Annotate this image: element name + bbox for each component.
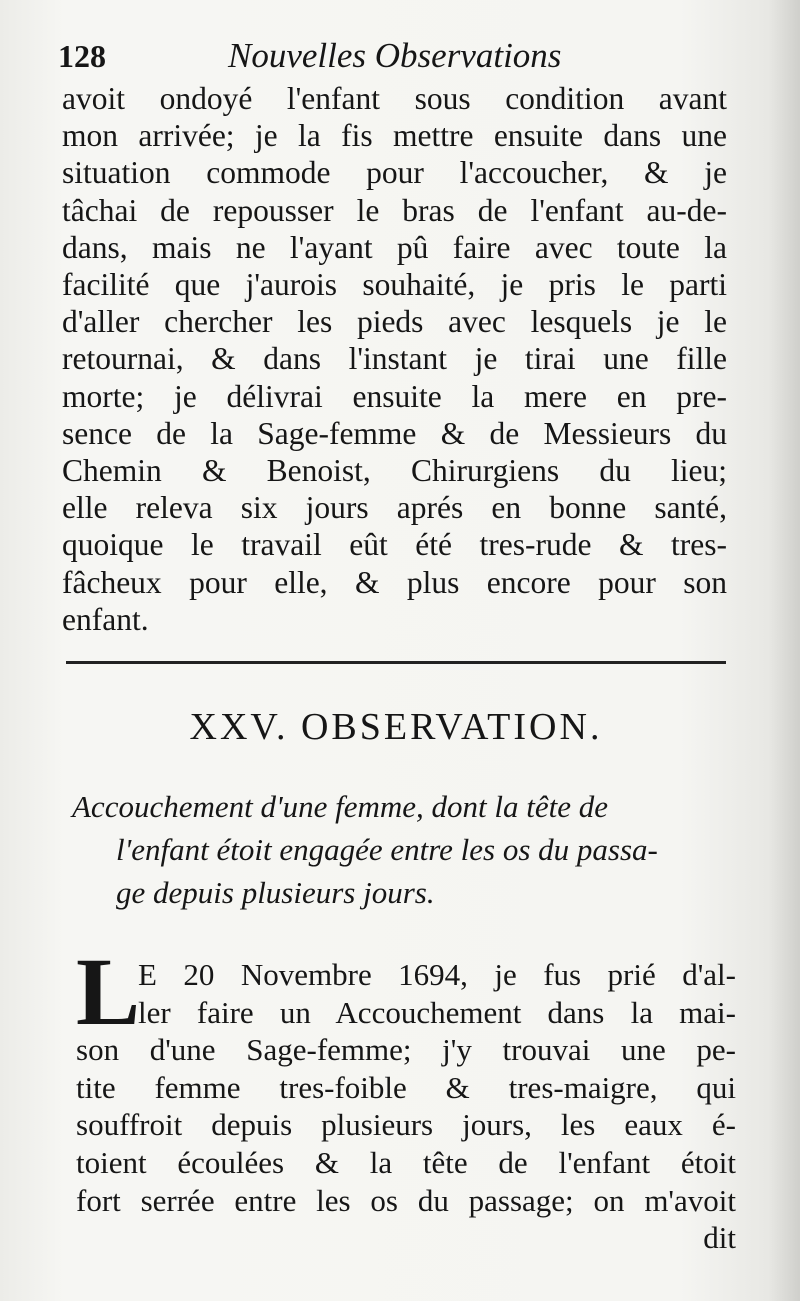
- text-line: situation commode pour l'accoucher, & je: [62, 155, 727, 191]
- running-head: Nouvelles Observations: [228, 36, 562, 75]
- text-line: tite femme tres-foible & tres-maigre, qui: [76, 1069, 736, 1105]
- catchword: dit: [703, 1220, 736, 1256]
- text-line: ler faire un Accouchement dans la mai-: [138, 994, 736, 1030]
- subtitle-line: l'enfant étoit engagée entre les os du passa-: [116, 832, 658, 867]
- text-line: tâchai de repousser le bras de l'enfant au-de-: [62, 192, 727, 228]
- text-line: facilité que j'aurois souhaité, je pris le parti: [62, 267, 727, 303]
- observation-paragraph: [76, 956, 736, 1257]
- text-line: mon arrivée; je la fis mettre ensuite dans une: [62, 118, 727, 154]
- observation-title: XXV. OBSERVATION.: [189, 706, 603, 748]
- text-line: fâcheux pour elle, & plus encore pour son: [62, 564, 727, 600]
- text-line: elle releva six jours aprés en bonne santé,: [62, 490, 727, 526]
- text-line: quoique le travail eût été tres-rude & tres-: [62, 527, 727, 563]
- section-divider: [66, 661, 726, 664]
- text-line: souffroit depuis plusieurs jours, les eaux é-: [76, 1107, 736, 1143]
- page-header: [58, 34, 738, 84]
- text-line: d'aller chercher les pieds avec lesquels je le: [62, 304, 727, 340]
- text-line: fort serrée entre les os du passage; on m'avoit: [76, 1182, 736, 1218]
- text-line: E 20 Novembre 1694, je fus prié d'al-: [138, 957, 736, 992]
- page-number: 128: [58, 38, 106, 74]
- text-line: morte; je délivrai ensuite la mere en pre-: [62, 378, 727, 414]
- subtitle-line: Accouchement d'une femme, dont la tête de: [72, 789, 609, 824]
- text-line: avoit ondoyé l'enfant sous condition avant: [62, 81, 727, 116]
- text-line: son d'une Sage-femme; j'y trouvai une pe-: [76, 1032, 736, 1068]
- text-line: sence de la Sage-femme & de Messieurs du: [62, 415, 727, 451]
- text-line: Chemin & Benoist, Chirurgiens du lieu;: [62, 453, 727, 489]
- subtitle-line: ge depuis plusieurs jours.: [116, 875, 435, 910]
- text-line: enfant.: [62, 601, 149, 637]
- continued-paragraph: [62, 80, 727, 638]
- observation-subtitle: [72, 785, 732, 914]
- text-line: retournai, & dans l'instant je tirai une fille: [62, 341, 727, 377]
- drop-cap-letter: L: [76, 938, 141, 1045]
- text-line: toient écoulées & la tête de l'enfant étoit: [76, 1144, 736, 1180]
- text-line: dans, mais ne l'ayant pû faire avec toute la: [62, 229, 727, 265]
